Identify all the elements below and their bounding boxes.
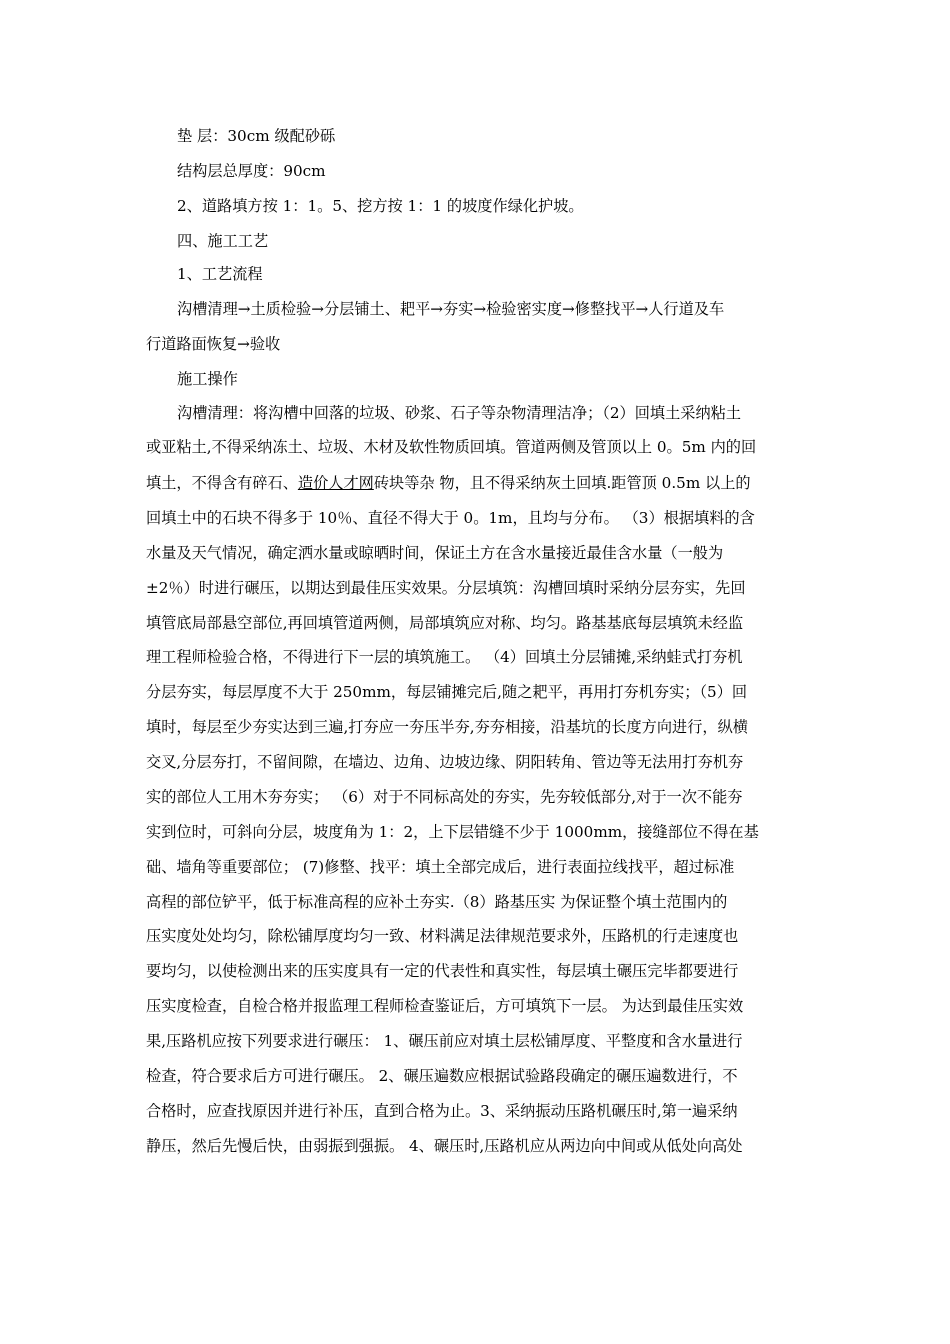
text-line: 或亚粘土,不得采纳冻土、垃圾、木材及软性物质回填。管道两侧及管顶以上 0。5m 内的回 <box>146 438 757 456</box>
text-line: 交叉,分层夯打，不留间隙，在墙边、边角、边坡边缘、阴阳转角、管边等无法用打夯机夯 <box>146 753 744 771</box>
text-line: 填时，每层至少夯实达到三遍,打夯应一夯压半夯,夯夯相接，沿基坑的长度方向进行，纵横 <box>146 718 748 736</box>
text-line <box>146 473 751 493</box>
section-heading: 四、施工工艺 <box>177 232 269 250</box>
inline-link[interactable]: 造价人才网 <box>297 474 374 492</box>
text-segment: 砖块等杂 物，且不得采纳灰土回填.距管顶 0.5m 以上的 <box>373 474 751 492</box>
text-line: 果,压路机应按下列要求进行碾压： 1、碾压前应对填土层松铺厚度、平整度和含水量进行 <box>146 1032 743 1050</box>
subsection-heading: 施工操作 <box>177 370 238 388</box>
text-line: 实到位时，可斜向分层，坡度角为 1：2，上下层错缝不少于 1000mm，接缝部位不得在基 <box>146 823 759 841</box>
text-line: 理工程师检验合格，不得进行下一层的填筑施工。 （4）回填土分层铺摊,采纳蛙式打夯机 <box>146 648 743 666</box>
subsection-heading: 1、工艺流程 <box>177 265 263 283</box>
text-line: 压实度检查，自检合格并报监理工程师检查鉴证后，方可填筑下一层。 为达到最佳压实效 <box>146 997 744 1015</box>
text-line: 合格时，应查找原因并进行补压，直到合格为止。3、采纳振动压路机碾压时,第一遍采纳 <box>146 1102 738 1120</box>
text-line: 高程的部位铲平，低于标准高程的应补土夯实.（8）路基压实 为保证整个填土范围内的 <box>146 893 728 911</box>
text-line: 2、道路填方按 1：1。5、挖方按 1：1 的坡度作绿化护坡。 <box>177 197 584 215</box>
text-line: 检查，符合要求后方可进行碾压。 2、碾压遍数应根据试验路段确定的碾压遍数进行，不 <box>146 1067 738 1085</box>
text-line: 分层夯实，每层厚度不大于 250mm，每层铺摊完后,随之耙平，再用打夯机夯实；（5）回 <box>146 683 748 701</box>
text-line: 沟槽清理→土质检验→分层铺土、耙平→夯实→检验密实度→修整找平→人行道及车 <box>177 300 725 318</box>
text-line: 垫 层：30cm 级配砂砾 <box>177 127 336 145</box>
text-line: 静压，然后先慢后快，由弱振到强振。 4、碾压时,压路机应从两边向中间或从低处向高处 <box>146 1137 743 1155</box>
text-line: 要均匀，以使检测出来的压实度具有一定的代表性和真实性，每层填土碾压完毕都要进行 <box>146 962 739 980</box>
text-line: ±2％）时进行碾压，以期达到最佳压实效果。分层填筑：沟槽回填时采纳分层夯实，先回 <box>146 579 746 597</box>
text-line: 结构层总厚度：90cm <box>177 162 326 180</box>
text-line: 填管底局部悬空部位,再回填管道两侧，局部填筑应对称、均匀。路基基底每层填筑未经监 <box>146 614 744 632</box>
text-segment: 填土，不得含有碎石、 <box>146 474 298 492</box>
text-line: 行道路面恢复→验收 <box>146 335 281 353</box>
text-line: 压实度处处均匀，除松铺厚度均匀一致、材料满足法律规范要求外，压路机的行走速度也 <box>146 927 739 945</box>
text-line: 沟槽清理：将沟槽中回落的垃圾、砂浆、石子等杂物清理洁净；（2）回填土采纳粘土 <box>177 404 742 422</box>
text-line: 础、墙角等重要部位； (7)修整、找平：填土全部完成后，进行表面拉线找平，超过标准 <box>146 858 735 876</box>
text-line: 水量及天气情况，确定洒水量或晾晒时间，保证土方在含水量接近最佳含水量（一般为 <box>146 544 724 562</box>
text-line: 回填土中的石块不得多于 10％、直径不得大于 0。1m，且均与分布。 （3）根据填料的含 <box>146 509 755 527</box>
text-line: 实的部位人工用木夯夯实； （6）对于不同标高处的夯实，先夯较低部分,对于一次不能夯 <box>146 788 743 806</box>
